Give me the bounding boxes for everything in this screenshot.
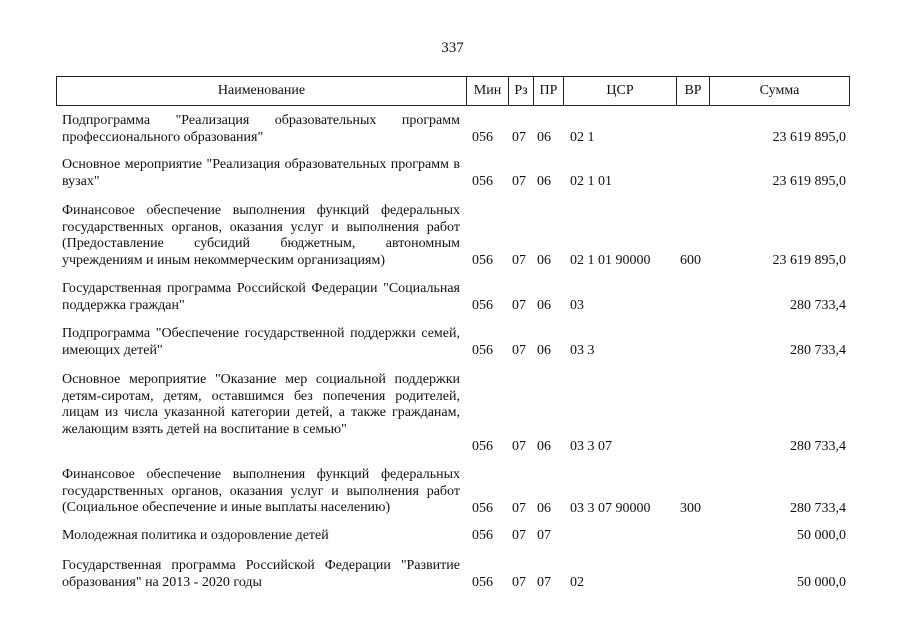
row-min: 056 (472, 298, 493, 314)
row-name: Основное мероприятие "Оказание мер социальной поддержки детям-сиротам, детям, оставшимся без попечения родителей, лицам из числа указанной категории детей, а также гражданам, желающим взять детей на воспитание в семью" (62, 372, 460, 437)
row-pr: 06 (537, 298, 551, 314)
table-header (56, 76, 850, 106)
row-min: 056 (472, 528, 493, 544)
table-row (0, 326, 905, 360)
row-name: Подпрограмма "Реализация образовательных программ профессионального образования" (62, 113, 460, 145)
table-row (0, 528, 905, 545)
row-name: Основное мероприятие "Реализация образовательных программ в вузах" (62, 157, 460, 189)
column-header-vr: ВР (676, 77, 709, 105)
row-sum: 280 733,4 (790, 501, 846, 517)
row-min: 056 (472, 174, 493, 190)
row-pr: 07 (537, 528, 551, 544)
row-rz: 07 (512, 575, 526, 591)
row-sum: 23 619 895,0 (772, 174, 846, 190)
row-rz: 07 (512, 343, 526, 359)
row-pr: 06 (537, 343, 551, 359)
row-name: Государственная программа Российской Федерации "Развитие образования" на 2013 - 2020 годы (62, 558, 460, 590)
row-min: 056 (472, 253, 493, 269)
row-pr: 07 (537, 575, 551, 591)
row-min: 056 (472, 501, 493, 517)
table-row (0, 203, 905, 270)
row-sum: 50 000,0 (797, 528, 846, 544)
row-sum: 23 619 895,0 (772, 253, 846, 269)
column-header-name: Наименование (217, 83, 306, 98)
row-rz: 07 (512, 130, 526, 146)
table-row (0, 467, 905, 518)
row-csr: 02 1 (570, 130, 595, 146)
table-row (0, 372, 905, 456)
row-vr: 600 (680, 253, 701, 269)
row-csr: 03 3 07 90000 (570, 501, 651, 517)
row-rz: 07 (512, 174, 526, 190)
row-csr: 03 3 (570, 343, 595, 359)
row-rz: 07 (512, 439, 526, 455)
row-csr: 02 (570, 575, 584, 591)
row-min: 056 (472, 439, 493, 455)
row-sum: 280 733,4 (790, 343, 846, 359)
row-rz: 07 (512, 528, 526, 544)
column-header-pr: ПР (533, 77, 563, 105)
row-pr: 06 (537, 130, 551, 146)
row-name: Подпрограмма "Обеспечение государственной поддержки семей, имеющих детей" (62, 326, 460, 358)
row-rz: 07 (512, 501, 526, 517)
row-csr: 03 3 07 (570, 439, 612, 455)
table-row (0, 281, 905, 315)
row-rz: 07 (512, 298, 526, 314)
table-row (0, 113, 905, 147)
row-sum: 50 000,0 (797, 575, 846, 591)
row-pr: 06 (537, 253, 551, 269)
row-sum: 23 619 895,0 (772, 130, 846, 146)
row-csr: 02 1 01 (570, 174, 612, 190)
row-pr: 06 (537, 174, 551, 190)
row-min: 056 (472, 575, 493, 591)
row-pr: 06 (537, 501, 551, 517)
row-csr: 03 (570, 298, 584, 314)
row-name: Молодежная политика и оздоровление детей (62, 528, 329, 543)
row-name: Государственная программа Российской Федерации "Социальная поддержка граждан" (62, 281, 460, 313)
page-number: 337 (441, 40, 464, 56)
row-rz: 07 (512, 253, 526, 269)
row-sum: 280 733,4 (790, 298, 846, 314)
row-sum: 280 733,4 (790, 439, 846, 455)
row-min: 056 (472, 130, 493, 146)
table-row (0, 558, 905, 592)
column-header-min: Мин (466, 77, 508, 105)
table-row (0, 157, 905, 191)
column-header-sum: Сумма (709, 77, 849, 105)
row-csr: 02 1 01 90000 (570, 253, 651, 269)
row-vr: 300 (680, 501, 701, 517)
row-pr: 06 (537, 439, 551, 455)
row-min: 056 (472, 343, 493, 359)
column-header-rz: Рз (508, 77, 533, 105)
row-name: Финансовое обеспечение выполнения функций федеральных государственных органов, оказания услуг и выполнения работ (Предоставление субсидий бюджетным, автономным учреждениям и иным некоммерческим организациям) (62, 203, 460, 268)
column-header-csr: ЦСР (563, 77, 676, 105)
row-name: Финансовое обеспечение выполнения функций федеральных государственных органов, оказания услуг и выполнения работ (Социальное обеспечение и иные выплаты населению) (62, 467, 460, 516)
